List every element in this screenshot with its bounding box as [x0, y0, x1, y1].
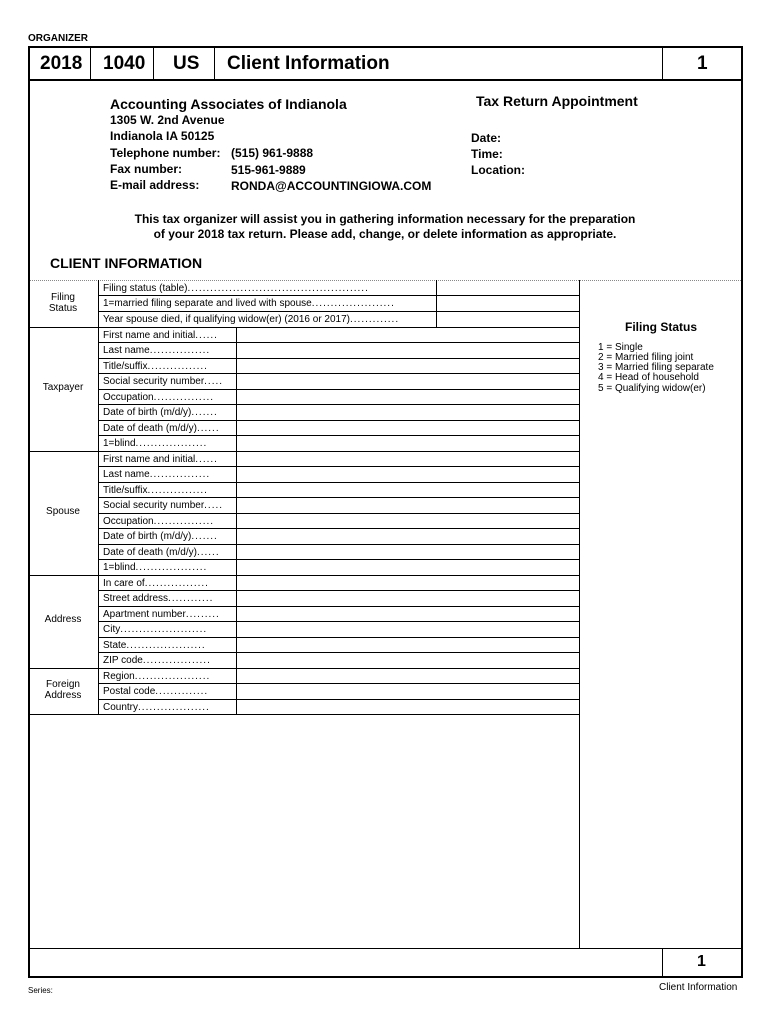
footer-label: Client Information	[659, 982, 738, 993]
header-separator	[214, 46, 215, 80]
group-divider	[28, 668, 99, 669]
taxpayer-blind-field[interactable]	[237, 436, 579, 450]
state-field[interactable]	[237, 638, 579, 651]
group-label: Filing	[51, 292, 75, 303]
header-separator	[662, 46, 663, 80]
row-label: Social security number.....	[103, 500, 224, 511]
country-field[interactable]	[237, 700, 579, 713]
group-label: Foreign	[46, 679, 80, 690]
group-taxpayer: Taxpayer	[42, 382, 84, 393]
row-label: First name and initial......	[103, 454, 218, 465]
header-page-number: 1	[697, 53, 708, 74]
taxpayer-suffix-field[interactable]	[237, 359, 579, 372]
appointment-location-label: Location:	[471, 163, 525, 177]
intro-text	[60, 212, 710, 242]
group-label: Address	[44, 690, 82, 701]
spouse-occupation-field[interactable]	[237, 514, 579, 527]
firm-address-line2: Indianola IA 50125	[110, 129, 215, 143]
row-label: Occupation................	[103, 392, 215, 403]
row-label: Title/suffix................	[103, 485, 208, 496]
row-label: 1=married filing separate and lived with spouse......................	[103, 298, 395, 309]
row-label: ZIP code..................	[103, 655, 211, 666]
section-title: CLIENT INFORMATION	[50, 255, 203, 271]
filing-status-field[interactable]	[437, 281, 579, 294]
footer-separator	[662, 948, 663, 978]
header-form: 1040	[103, 53, 146, 74]
appointment-title: Tax Return Appointment	[476, 93, 638, 109]
legend-item: 5 = Qualifying widow(er)	[598, 383, 706, 394]
row-label: Date of death (m/d/y)......	[103, 547, 220, 558]
taxpayer-ssn-field[interactable]	[237, 374, 579, 388]
row-label: Street address............	[103, 593, 214, 604]
row-label: 1=blind...................	[103, 562, 208, 573]
row-label: First name and initial......	[103, 330, 218, 341]
intro-line1: This tax organizer will assist you in gathering information necessary for the preparation	[134, 212, 636, 226]
row-label: Social security number.....	[103, 376, 224, 387]
firm-fax-label: Fax number:	[110, 162, 183, 176]
footer-series: Series:	[28, 986, 53, 995]
appointment-date-label: Date:	[471, 131, 502, 145]
organizer-label: ORGANIZER	[28, 33, 88, 44]
section-dotted-rule	[30, 280, 741, 281]
intro-line2: of your 2018 tax return. Please add, change, or delete information as appropriate.	[153, 227, 617, 241]
table-end-rule	[28, 714, 580, 715]
row-label: Region....................	[103, 671, 211, 682]
header-title: Client Information	[227, 53, 390, 74]
header-jurisdiction: US	[173, 53, 200, 74]
row-label: Date of birth (m/d/y).......	[103, 531, 218, 542]
postal-code-field[interactable]	[237, 684, 579, 698]
row-label: Occupation................	[103, 516, 215, 527]
group-divider	[28, 451, 99, 452]
row-label: Apartment number.........	[103, 609, 220, 620]
in-care-of-field[interactable]	[237, 576, 579, 589]
row-label: State.....................	[103, 640, 206, 651]
legend-item: 3 = Married filing separate	[598, 362, 714, 373]
bottom-rule	[28, 948, 743, 949]
right-column-rule	[579, 280, 580, 948]
spouse-first-name-field[interactable]	[237, 452, 579, 465]
firm-email-label: E-mail address:	[110, 178, 200, 192]
firm-phone-label: Telephone number:	[110, 146, 221, 160]
zip-code-field[interactable]	[237, 653, 579, 667]
row-label: Date of birth (m/d/y).......	[103, 407, 218, 418]
header-year: 2018	[40, 53, 83, 74]
row-label: Last name................	[103, 345, 211, 356]
group-foreign-address	[28, 679, 98, 701]
taxpayer-dob-field[interactable]	[237, 405, 579, 419]
row-label: Postal code..............	[103, 686, 209, 697]
row-label: Year spouse died, if qualifying widow(er) (2016 or 2017).............	[103, 314, 400, 325]
firm-phone: (515) 961-9888	[231, 146, 314, 160]
group-label: Status	[48, 303, 78, 314]
taxpayer-first-name-field[interactable]	[237, 328, 579, 341]
row-label: City.......................	[103, 624, 208, 635]
spouse-last-name-field[interactable]	[237, 467, 579, 481]
row-label: In care of.................	[103, 578, 209, 589]
footer-page-number: 1	[697, 953, 706, 970]
header-divider	[28, 79, 743, 81]
row-label: Last name................	[103, 469, 211, 480]
year-spouse-died-field[interactable]	[437, 312, 579, 326]
row-label: Title/suffix................	[103, 361, 208, 372]
spouse-suffix-field[interactable]	[237, 483, 579, 496]
row-label: Filing status (table)................................................	[103, 283, 369, 294]
row-label: Date of death (m/d/y)......	[103, 423, 220, 434]
group-spouse: Spouse	[46, 506, 80, 517]
legend-item: 1 = Single	[598, 342, 643, 353]
married-separate-field[interactable]	[437, 296, 579, 310]
appointment-time-label: Time:	[471, 147, 503, 161]
taxpayer-dod-field[interactable]	[237, 421, 579, 434]
group-address: Address	[44, 614, 82, 625]
firm-address-line1: 1305 W. 2nd Avenue	[110, 113, 225, 127]
row-label: Country...................	[103, 702, 210, 713]
street-address-field[interactable]	[237, 591, 579, 605]
region-field[interactable]	[237, 669, 579, 682]
taxpayer-last-name-field[interactable]	[237, 343, 579, 357]
spouse-blind-field[interactable]	[237, 560, 579, 574]
header-separator	[90, 46, 91, 80]
header-separator	[153, 46, 154, 80]
group-divider	[28, 327, 99, 328]
spouse-dob-field[interactable]	[237, 529, 579, 543]
spouse-dod-field[interactable]	[237, 545, 579, 558]
row-label: 1=blind...................	[103, 438, 208, 449]
group-filing-status	[28, 292, 98, 314]
filing-status-legend-title: Filing Status	[625, 320, 697, 334]
firm-name: Accounting Associates of Indianola	[110, 96, 347, 112]
legend-item: 2 = Married filing joint	[598, 352, 694, 363]
taxpayer-occupation-field[interactable]	[237, 390, 579, 403]
firm-email: RONDA@ACCOUNTINGIOWA.COM	[231, 179, 432, 193]
city-field[interactable]	[237, 622, 579, 636]
firm-fax: 515-961-9889	[231, 163, 306, 177]
legend-item: 4 = Head of household	[598, 372, 699, 383]
group-divider	[28, 575, 99, 576]
apartment-number-field[interactable]	[237, 607, 579, 620]
spouse-ssn-field[interactable]	[237, 498, 579, 512]
